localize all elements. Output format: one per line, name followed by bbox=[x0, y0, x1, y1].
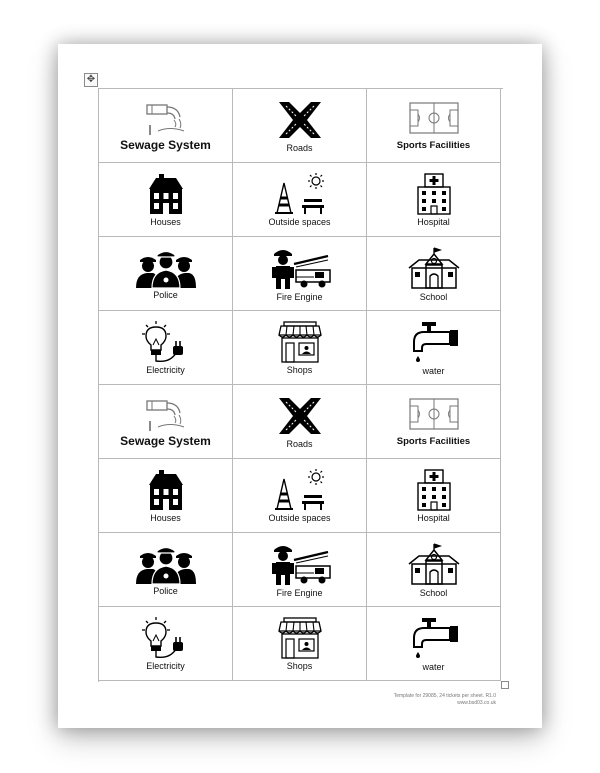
ticket-cell bbox=[367, 533, 501, 607]
ticket-cell bbox=[367, 459, 501, 533]
ticket-label: Electricity bbox=[146, 660, 185, 671]
house-icon bbox=[146, 469, 186, 511]
ticket-label: Outside spaces bbox=[268, 216, 331, 227]
ticket-cell bbox=[233, 237, 367, 311]
ticket-label: Houses bbox=[150, 512, 181, 523]
ticket-label: School bbox=[419, 587, 448, 598]
ticket-label: Outside spaces bbox=[268, 512, 331, 523]
footer-website: www.bsd03.co.uk bbox=[457, 700, 496, 706]
road-crossroads-icon bbox=[273, 99, 327, 141]
ticket-label: water bbox=[422, 661, 445, 672]
hospital-icon bbox=[414, 469, 454, 511]
ticket-label: water bbox=[422, 365, 445, 376]
water-tap-icon bbox=[408, 616, 460, 660]
ticket-label: Sewage System bbox=[120, 434, 211, 448]
ticket-cell bbox=[367, 385, 501, 459]
ticket-cell bbox=[233, 607, 367, 681]
bulb-plug-icon bbox=[140, 617, 192, 659]
ticket-cell bbox=[99, 459, 233, 533]
sports-field-icon bbox=[408, 397, 460, 431]
ticket-cell bbox=[367, 89, 501, 163]
sewage-pipe-icon bbox=[144, 397, 188, 433]
ticket-label: Fire Engine bbox=[276, 587, 323, 598]
park-bench-icon bbox=[270, 173, 330, 215]
ticket-cell bbox=[367, 311, 501, 385]
ticket-label: Police bbox=[153, 289, 178, 300]
ticket-label: Shops bbox=[286, 364, 313, 375]
table-resize-handle[interactable] bbox=[501, 681, 509, 689]
firefighter-truck-icon bbox=[268, 542, 332, 586]
sports-field-icon bbox=[408, 101, 460, 135]
ticket-label: Hospital bbox=[417, 512, 450, 523]
ticket-cell bbox=[99, 237, 233, 311]
firefighter-truck-icon bbox=[268, 246, 332, 290]
ticket-label: Roads bbox=[286, 142, 313, 153]
ticket-label: Roads bbox=[286, 438, 313, 449]
page-footer bbox=[394, 693, 496, 707]
ticket-cell bbox=[99, 163, 233, 237]
shop-icon bbox=[277, 617, 323, 659]
ticket-label: Electricity bbox=[146, 364, 185, 375]
school-icon bbox=[407, 246, 461, 290]
school-icon bbox=[407, 542, 461, 586]
ticket-label: Shops bbox=[286, 660, 313, 671]
ticket-table bbox=[98, 88, 503, 682]
sewage-pipe-icon bbox=[144, 101, 188, 137]
ticket-cell bbox=[233, 459, 367, 533]
ticket-cell bbox=[367, 607, 501, 681]
ticket-cell bbox=[99, 607, 233, 681]
ticket-label: Sports Facilities bbox=[396, 139, 471, 151]
park-bench-icon bbox=[270, 469, 330, 511]
ticket-cell bbox=[99, 385, 233, 459]
ticket-label: School bbox=[419, 291, 448, 302]
bulb-plug-icon bbox=[140, 321, 192, 363]
ticket-cell bbox=[99, 533, 233, 607]
ticket-cell bbox=[99, 311, 233, 385]
ticket-cell bbox=[367, 237, 501, 311]
shop-icon bbox=[277, 321, 323, 363]
water-tap-icon bbox=[408, 320, 460, 364]
table-move-handle-icon[interactable]: ✥ bbox=[84, 73, 98, 87]
ticket-cell bbox=[233, 311, 367, 385]
ticket-cell bbox=[233, 163, 367, 237]
ticket-label: Houses bbox=[150, 216, 181, 227]
road-crossroads-icon bbox=[273, 395, 327, 437]
ticket-cell bbox=[233, 385, 367, 459]
ticket-cell bbox=[233, 89, 367, 163]
ticket-cell bbox=[99, 89, 233, 163]
ticket-label: Hospital bbox=[417, 216, 450, 227]
ticket-label: Sewage System bbox=[120, 138, 211, 152]
police-officers-icon bbox=[134, 544, 198, 584]
ticket-cell bbox=[367, 163, 501, 237]
footer-template-note: Template for 29085, 24 tickets per sheet. R1.0 bbox=[393, 693, 496, 699]
ticket-cell bbox=[233, 533, 367, 607]
house-icon bbox=[146, 173, 186, 215]
hospital-icon bbox=[414, 173, 454, 215]
ticket-label: Fire Engine bbox=[276, 291, 323, 302]
ticket-label: Sports Facilities bbox=[396, 435, 471, 447]
police-officers-icon bbox=[134, 248, 198, 288]
ticket-label: Police bbox=[153, 585, 178, 596]
